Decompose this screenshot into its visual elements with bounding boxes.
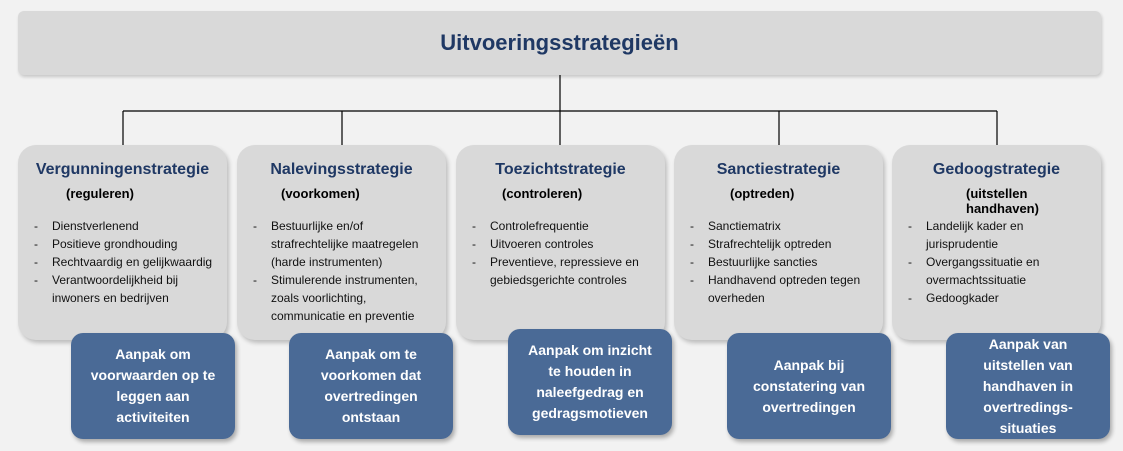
strategy-card-sanctie [674,145,883,340]
action-box-vergunningen [71,333,235,439]
list-item: - Dienstverlenend [32,217,219,235]
strategy-card-toezicht [456,145,665,340]
list-item: - Bestuurlijke en/of strafrechtelijke maatregelen (harde instrumenten) [251,217,438,271]
list-item: - Uitvoeren controles [470,235,657,253]
action-box-gedoog [946,333,1110,439]
strategy-list [470,217,657,289]
strategy-card-gedoog [892,145,1101,340]
strategy-title: Sanctiestrategie [716,161,841,178]
action-text: Aanpak om te voorkomen dat overtredingen ontstaan [320,346,422,425]
strategy-list [906,217,1093,307]
strategy-list [32,217,219,307]
list-item: - Positieve grondhouding [32,235,219,253]
strategy-subtitle: (optreden) [730,186,795,201]
strategy-title: Gedoogstrategie [932,161,1061,178]
action-text: Aanpak van uitstellen van handhaven in overtredings-situaties [982,335,1074,436]
strategy-subtitle: (controleren) [502,186,583,201]
action-box-toezicht [508,329,672,435]
strategy-subtitle: (uitstellen handhaven) [966,186,1039,216]
list-item: - Preventieve, repressieve en gebiedsgerichte controles [470,253,657,289]
strategy-title: Vergunningenstrategie [35,161,210,178]
list-item: - Stimulerende instrumenten, zoals voorlichting, communicatie en preventie [251,271,438,325]
strategy-title: Toezichtstrategie [495,161,626,178]
list-item: - Bestuurlijke sancties [688,253,875,271]
strategy-subtitle: (reguleren) [66,186,134,201]
action-text: Aanpak om inzicht te houden in naleefgedrag en gedragsmotieven [528,342,652,421]
list-item: - Rechtvaardig en gelijkwaardig [32,253,219,271]
strategy-list [251,217,438,325]
strategy-card-vergunningen [18,145,227,340]
action-box-sanctie [727,333,891,439]
strategy-subtitle: (voorkomen) [281,186,360,201]
strategy-card-naleving [237,145,446,340]
diagram-title: Uitvoeringsstrategieën [440,30,679,55]
action-text: Aanpak om voorwaarden op te leggen aan activiteiten [90,346,216,425]
action-text: Aanpak bij constatering van overtredingen [752,356,866,415]
strategy-title: Nalevingsstrategie [270,161,413,178]
list-item: - Strafrechtelijk optreden [688,235,875,253]
strategy-list [688,217,875,307]
list-item: - Landelijk kader en jurisprudentie [906,217,1093,253]
list-item: - Overgangssituatie en overmachtssituatie [906,253,1093,289]
list-item: - Sanctiematrix [688,217,875,235]
list-item: - Controlefrequentie [470,217,657,235]
action-box-naleving [289,333,453,439]
list-item: - Verantwoordelijkheid bij inwoners en bedrijven [32,271,219,307]
list-item: - Gedoogkader [906,289,1093,307]
list-item: - Handhavend optreden tegen overheden [688,271,875,307]
